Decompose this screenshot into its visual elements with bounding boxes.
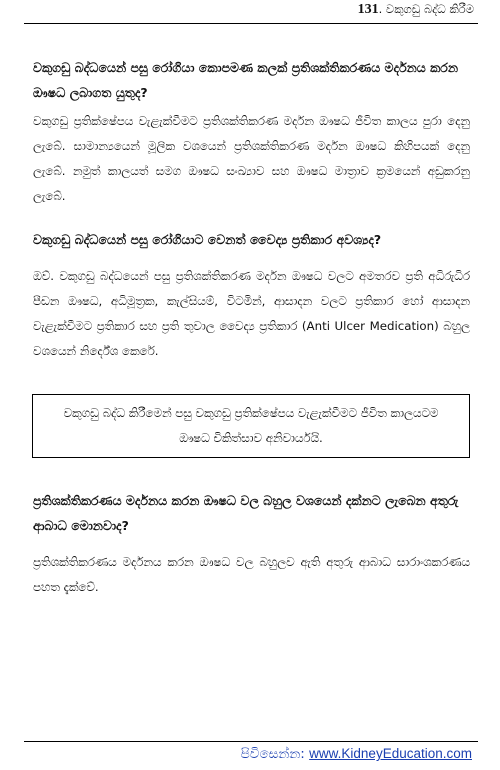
answer-3: ප්‍රතිශක්තිකරණය මර්දනය කරන ඖෂධ වල බහුලව ඇති අතුරු ආබාධ සාරාංශකරණය පහත දැක්වේ. [33,555,470,594]
footer-label: පිවිසෙන්න: [240,746,305,762]
footer-visit [241,746,472,762]
website-link[interactable]: www.KidneyEducation.com [309,746,472,761]
answer-1: වකුගඩු ප්‍රතික්ෂේපය වැළැක්වීමට ප්‍රතිශක්තිකරණ මර්දන ඖෂධ ජීවිත කාලය පුරා දෙනු ලැබේ. සාමාන්‍යයෙන් මූලික වශයෙන් ප්‍රතිශක්තිකරණ මර්දන ඖෂධ කිහිපයක් දෙනු ලැබේ. නමුත් කාලයත් සමග ඖෂධ සංඛ්‍යාව සහ ඖෂධ මාත්‍රාව ක්‍රමයෙන් අඩුකරනු ලැබේ. [33,114,470,203]
answer-2: ඔව්. වකුගඩු බද්ධයෙන් පසු ප්‍රතිශක්තිකරණ මර්දන ඖෂධ වලට අමතරව ප්‍රති අධිරුධිර පීඩන ඖෂධ, අධිමූත්‍රක, කැල්සියම්, විටමින්, ආසාදන වලට ප්‍රතිකාර හෝ ආසාදන වැළැක්වීමට ප්‍රතිකාර සහ ප්‍රති තුවාල වෛද්‍ය ප්‍රතිකාර (Anti Ulcer Medication) බහුල වශයෙන් නිර්දේශ කෙරේ. [33,269,470,358]
page-header [24,0,478,24]
running-header [358,2,474,18]
important-notice-box: වකුගඩු බද්ධ කිරීමෙන් පසු වකුගඩු ප්‍රතික්ෂේපය වැළැක්වීමට ජීවිත කාලයටම ඖෂධ චිකිත්සාව අනිවාර්යයි. [32,394,470,458]
question-1: වකුගඩු බද්ධයෙන් පසු රෝගියා කොපමණ කලක් ප්‍රතිශක්තිකරණය මර්දනය කරන ඖෂධ ලබාගත යුතුද? [33,60,458,100]
page-content [33,55,470,600]
question-3: ප්‍රතිශක්තිකරණය මර්දනය කරන ඖෂධ වල බහුල වශයෙන් දක්නට ලැබෙන අතුරු ආබාධ මොනවාද? [33,493,459,533]
page-footer [24,741,478,770]
question-2: වකුගඩු බද්ධයෙන් පසු රෝගියාට වෙනත් වෛද්‍ය ප්‍රතිකාර අවශ්‍යද? [33,232,382,247]
chapter-title: . වකුගඩු බද්ධ කිරීම [378,2,474,16]
page-number: 131 [357,2,379,17]
